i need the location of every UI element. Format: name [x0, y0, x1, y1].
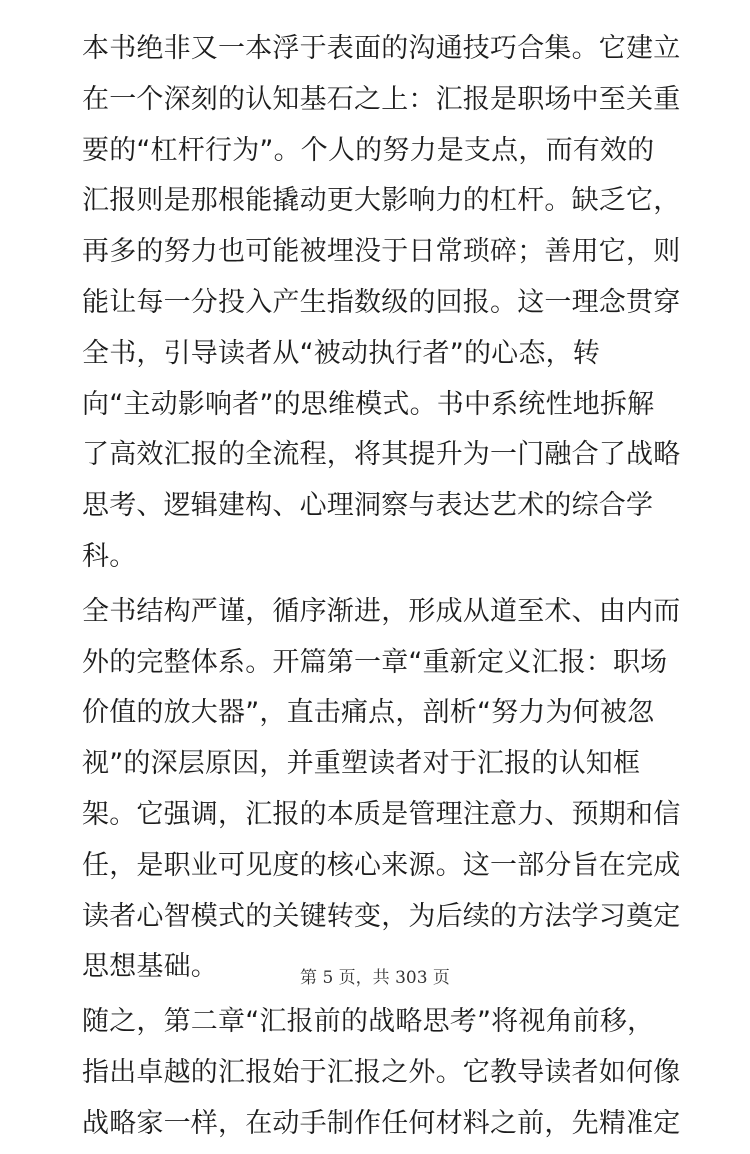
text-line: 要的“杠杆行为”。个人的努力是支点，而有效的 [82, 134, 655, 166]
text-line: 任，是职业可见度的核心来源。这一部分旨在完成 [82, 849, 681, 881]
text-line: 再多的努力也可能被埋没于日常琐碎；善用它，则 [82, 236, 681, 268]
text-line: 思考、逻辑建构、心理洞察与表达艺术的综合学 [82, 490, 654, 522]
text-line: 科。 [82, 540, 137, 572]
text-line: 能让每一分投入产生指数级的回报。这一理念贯穿 [82, 286, 681, 318]
text-line: 价值的放大器”，直击痛点，剖析“努力为何被忽 [82, 697, 655, 729]
text-line: 随之，第二章“汇报前的战略思考”将视角前移， [82, 1006, 655, 1038]
text-line: 视”的深层原因，并重塑读者对于汇报的认知框 [82, 748, 641, 780]
text-line: 本书绝非又一本浮于表面的沟通技巧合集。它建立 [82, 33, 681, 64]
text-line: 读者心智模式的关键转变，为后续的方法学习奠定 [82, 900, 681, 932]
text-line: 指出卓越的汇报始于汇报之外。它教导读者如何像 [82, 1056, 681, 1088]
paragraph [82, 587, 681, 993]
text-line: 思想基础。 [82, 951, 218, 983]
text-line: 全书，引导读者从“被动执行者”的心态，转 [82, 337, 600, 369]
paragraph [82, 24, 681, 583]
text-line: 战略家一样，在动手制作任何材料之前，先精准定 [82, 1107, 681, 1139]
text-line: 架。它强调，汇报的本质是管理注意力、预期和信 [82, 798, 681, 830]
page-number-footer: 第 5 页，共 303 页 [300, 968, 450, 988]
text-line: 了高效汇报的全流程，将其提升为一门融合了战略 [82, 439, 681, 471]
text-line: 向“主动影响者”的思维模式。书中系统性地拆解 [82, 388, 655, 420]
text-line: 全书结构严谨，循序渐进，形成从道至术、由内而 [82, 595, 681, 627]
text-line: 外的完整体系。开篇第一章“重新定义汇报：职场 [82, 646, 668, 678]
paragraph [82, 997, 681, 1149]
text-line: 汇报则是那根能撬动更大影响力的杠杆。缺乏它， [82, 185, 681, 217]
text-line: 在一个深刻的认知基石之上：汇报是职场中至关重 [82, 83, 681, 115]
